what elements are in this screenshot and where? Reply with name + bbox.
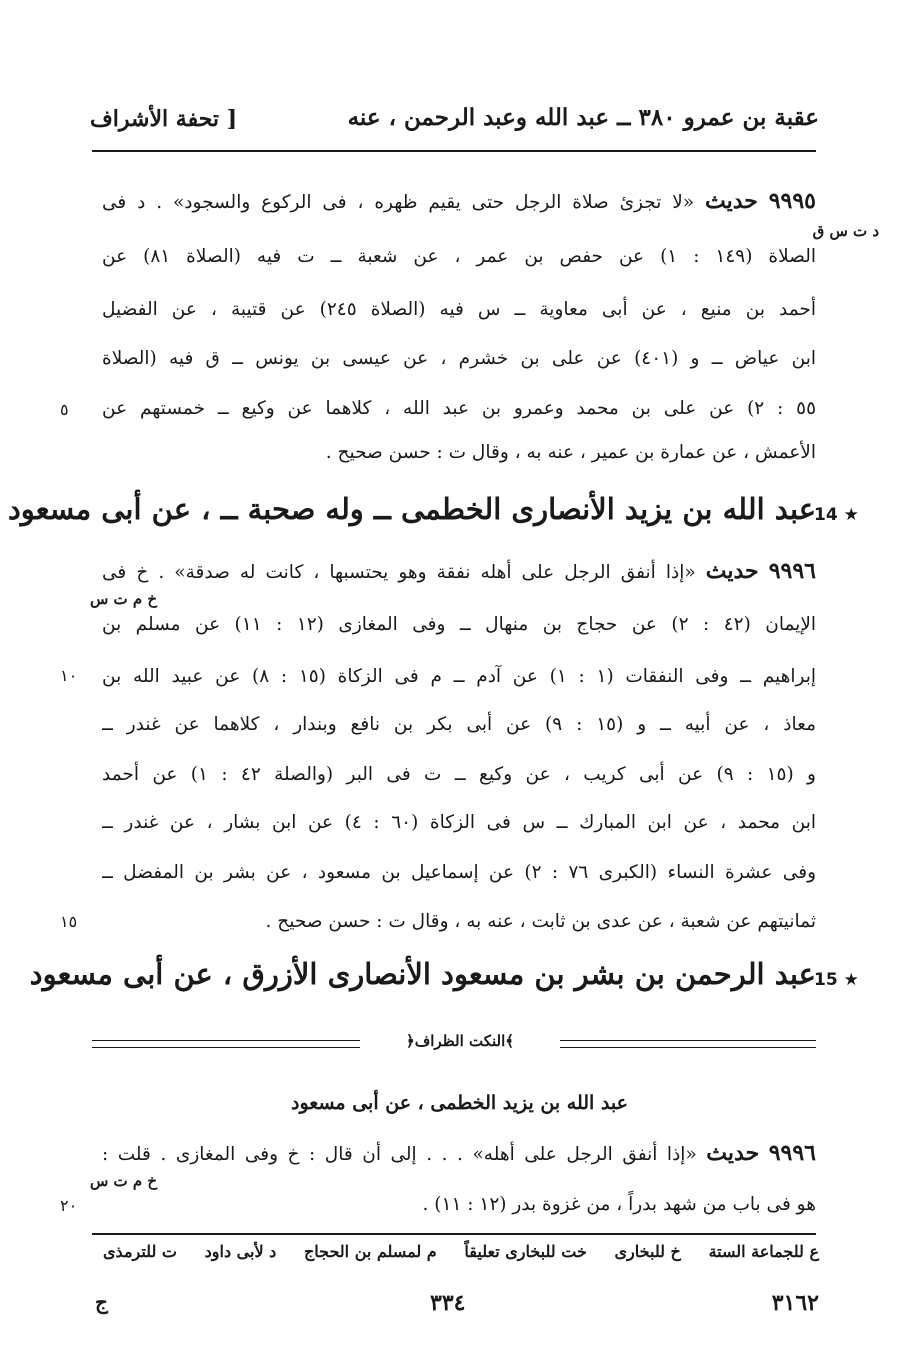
abbr-item: خت للبخارى تعليقاً	[464, 1242, 587, 1261]
line-number-20: ٢٠	[60, 1196, 78, 1215]
nukat-title-text: النكت الظراف	[414, 1032, 506, 1050]
hadith-number: ٩٩٩٥	[768, 188, 816, 214]
hadith-9996-line-3: إبراهيم ــ وفى النفقات (١ : ١) عن آدم ــ م فى الزكاة (١٥ : ٨) عن عبيد الله بن	[102, 666, 816, 687]
nukat-line-1	[102, 1138, 816, 1170]
entry-number: ٣١٦٢	[771, 1290, 819, 1316]
sigla-9995: د ت س ق	[812, 222, 879, 240]
page-number: ٣٣٤	[430, 1290, 466, 1316]
sigla-nukat: خ م ت س	[90, 1172, 158, 1190]
hadith-lead-word: حديث	[705, 558, 759, 584]
nukat-line-2: هو فى باب من شهد بدراً ، من غزوة بدر (١٢ : ١١) .	[422, 1194, 816, 1215]
section-14-title: عبد الله بن يزيد الأنصارى الخطمى ــ وله صحبة ــ ، عن أبى مسعود	[7, 492, 816, 526]
abbr-item: خ للبخارى	[614, 1242, 681, 1261]
section-15-marker: 15 ★	[814, 970, 859, 990]
header-rule	[92, 150, 816, 152]
section-14-marker: 14 ★	[814, 505, 859, 525]
abbreviations-legend	[103, 1242, 819, 1261]
hadith-9996-line-6: ابن محمد ، عن ابن المبارك ــ س فى الزكاة (٦٠ : ٤) عن ابن بشار ، عن غندر ــ	[102, 812, 816, 833]
hadith-number: ٩٩٩٦	[768, 558, 816, 584]
line-number-10: ١٠	[60, 666, 78, 685]
hadith-lead-word: حديث	[704, 188, 758, 214]
hadith-number: ٩٩٩٦	[768, 1140, 816, 1166]
book-title: [ تحفة الأشراف	[90, 106, 238, 132]
hadith-text: «إذا أنفق الرجل على أهله نفقة وهو يحتسبها ، كانت له صدقة» . خ فى	[102, 562, 696, 583]
hadith-lead-word: حديث	[706, 1140, 760, 1166]
hadith-9996-line-4: معاذ ، عن أبيه ــ و (١٥ : ٩) عن أبى بكر بن نافع وبندار ، كلاهما عن غندر ــ	[102, 714, 816, 735]
hadith-9996-line-2: الإيمان (٤٢ : ٢) عن حجاج بن منهال ــ وفى المغازى (١٢ : ١١) عن مسلم بن	[102, 614, 816, 635]
hadith-9995-line-4: ابن عياض ــ و (٤٠١) عن على بن خشرم ، عن عيسى بن يونس ــ ق فيه (الصلاة	[102, 348, 816, 369]
abbr-item: م لمسلم بن الحجاج	[303, 1242, 437, 1261]
volume-mark: ج	[95, 1290, 108, 1314]
line-number-5: ٥	[60, 400, 69, 419]
nukat-subheading: عبد الله بن يزيد الخطمى ، عن أبى مسعود	[291, 1092, 628, 1114]
bracket-left-icon: ﴾	[505, 1032, 515, 1050]
footer-rule	[92, 1233, 816, 1235]
abbr-item: د لأبى داود	[204, 1242, 277, 1261]
hadith-9995-line-2: الصلاة (١٤٩ : ١) عن حفص بن عمر ، عن شعبة ــ ت فيه (الصلاة ٨١) عن	[102, 246, 816, 267]
hadith-9996-line-1	[102, 556, 816, 588]
nukat-text: «إذا أنفق الرجل على أهله» . . . إلى أن قال : خ وفى المغازى . قلت :	[102, 1144, 697, 1165]
line-number-15: ١٥	[60, 912, 78, 931]
hadith-9995-line-6: الأعمش ، عن عمارة بن عمير ، عنه به ، وقال ت : حسن صحيح .	[325, 442, 816, 463]
abbr-item: ت للترمذى	[103, 1242, 177, 1261]
hadith-9995-line-1	[102, 186, 816, 218]
sigla-9996: خ م ت س	[90, 590, 158, 608]
hadith-9996-line-8: ثمانيتهم عن شعبة ، عن عدى بن ثابت ، عنه به ، وقال ت : حسن صحيح .	[265, 911, 816, 932]
hadith-9995-line-5: ٥٥ : ٢) عن على بن محمد وعمرو بن عبد الله ، كلاهما عن وكيع ــ خمستهم عن	[102, 398, 816, 419]
bracket-right-icon: ﴿	[405, 1032, 415, 1050]
hadith-9995-line-3: أحمد بن منيع ، عن أبى معاوية ــ س فيه (الصلاة ٢٤٥) عن قتيبة ، عن الفضيل	[102, 299, 816, 320]
section-15-title: عبد الرحمن بن بشر بن مسعود الأنصارى الأزرق ، عن أبى مسعود	[29, 957, 816, 991]
hadith-9996-line-5: و (١٥ : ٩) عن أبى كريب ، عن وكيع ــ ت فى البر (والصلة ٤٢ : ١) عن أحمد	[102, 764, 816, 785]
abbr-item: ع للجماعة الستة	[708, 1242, 819, 1261]
running-title: عقبة بن عمرو ٣٨٠ ــ عبد الله وعبد الرحمن ، عنه	[347, 104, 819, 131]
nukat-title	[360, 1032, 560, 1050]
hadith-9996-line-7: وفى عشرة النساء (الكبرى ٧٦ : ٢) عن إسماعيل بن مسعود ، عن بشر بن المفضل ــ	[102, 862, 816, 883]
hadith-text: «لا تجزئ صلاة الرجل حتى يقيم ظهره ، فى الركوع والسجود» . د فى	[102, 192, 695, 213]
